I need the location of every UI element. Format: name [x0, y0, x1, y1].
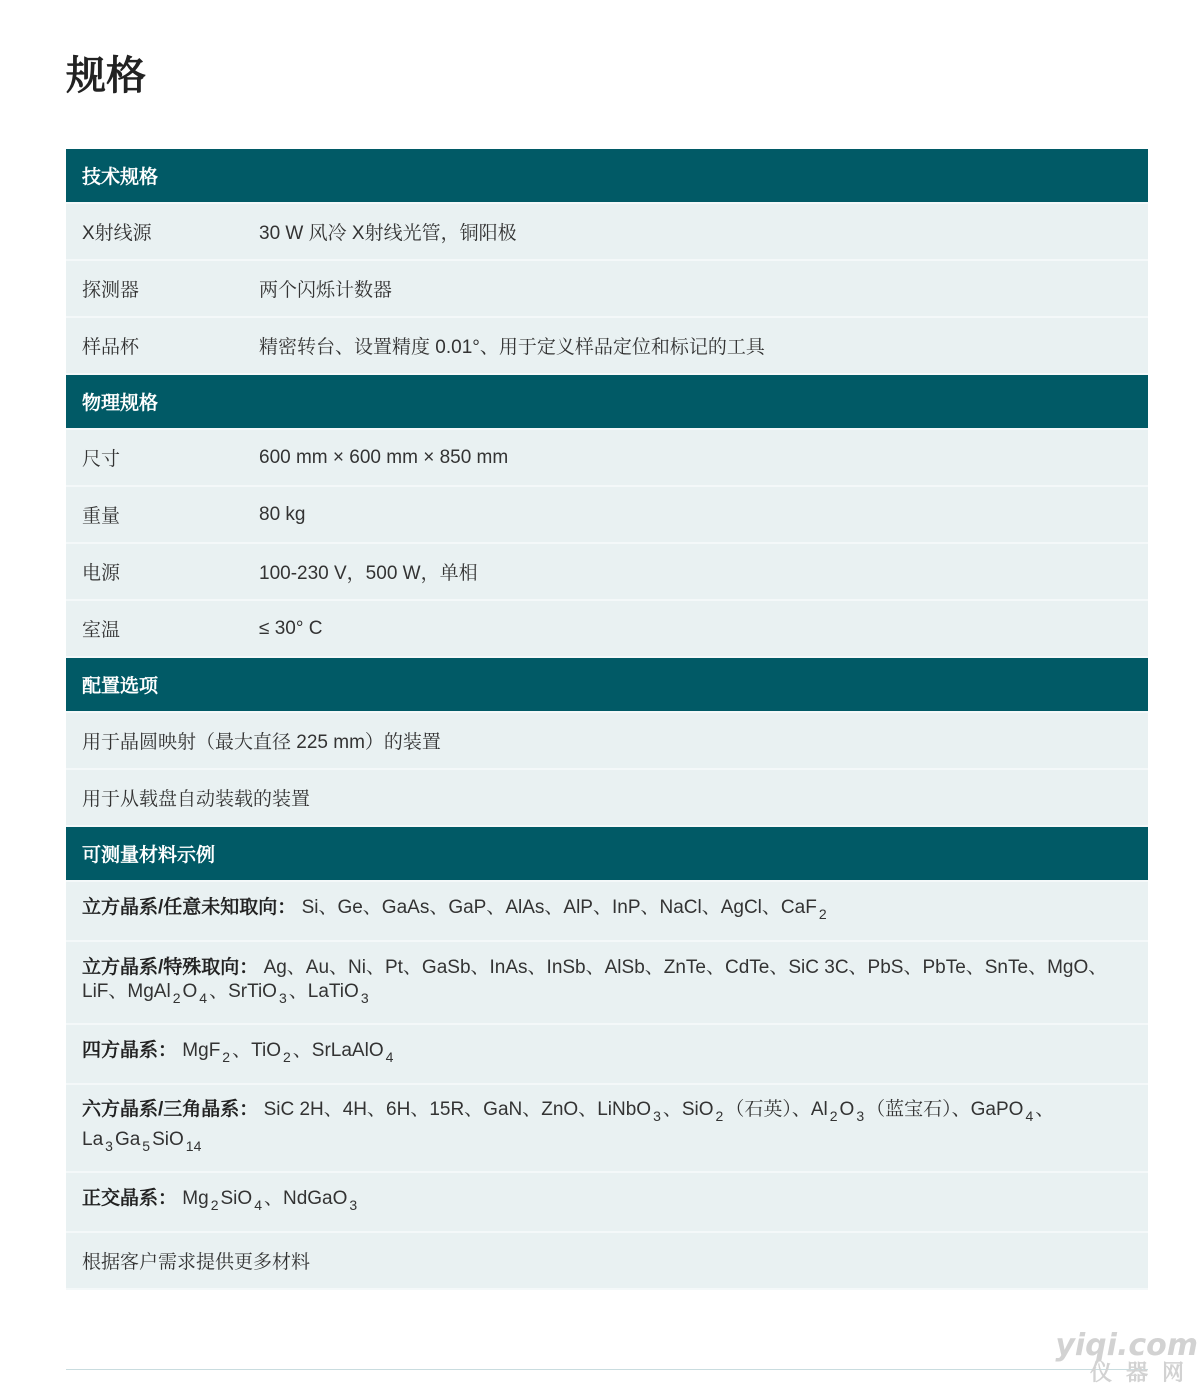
- material-text: La: [82, 1129, 104, 1150]
- table-row: [66, 770, 1148, 827]
- table-row: [66, 261, 1148, 318]
- subscript: 3: [349, 1197, 358, 1213]
- row-label: 探测器: [82, 280, 140, 301]
- material-text: MgF: [182, 1040, 221, 1061]
- material-row-more: [66, 1233, 1148, 1290]
- subscript: 4: [199, 989, 208, 1006]
- table-row: [66, 544, 1148, 601]
- subscript: 2: [283, 1049, 291, 1065]
- subscript: 2: [715, 1108, 724, 1124]
- material-line: [82, 956, 1132, 980]
- material-row-hexagonal: [66, 1085, 1148, 1173]
- subscript: 2: [172, 989, 181, 1006]
- material-text: 、SrLaAlO: [292, 1040, 384, 1061]
- material-text: 、NdGaO: [263, 1188, 348, 1209]
- subscript: 4: [385, 1049, 394, 1065]
- material-text: LiF、MgAl: [82, 980, 171, 1002]
- material-row-cubic-any: [66, 882, 1148, 942]
- row-label: 重量: [82, 506, 121, 527]
- subscript: 2: [222, 1049, 231, 1065]
- material-text: Ag、Au、Ni、Pt、GaSb、InAs、InSb、AlSb、ZnTe、CdTe、SiC 3C、PbS、PbTe、SnTe、MgO、: [263, 956, 1108, 978]
- material-row-tetragonal: [66, 1025, 1148, 1085]
- table-row: [66, 487, 1148, 544]
- material-text: Mg: [182, 1188, 209, 1209]
- spec-table: [66, 149, 1148, 1290]
- material-line: [82, 1039, 1132, 1069]
- material-line: [82, 896, 1132, 926]
- table-row: [66, 430, 1148, 487]
- page-title: 规格: [66, 54, 146, 98]
- table-row: [66, 318, 1148, 375]
- row-label: 尺寸: [82, 449, 121, 470]
- section-header-options: 配置选项: [66, 658, 1148, 713]
- subscript: 3: [856, 1108, 865, 1124]
- material-text: 根据客户需求提供更多材料: [82, 1252, 311, 1273]
- subscript: 14: [185, 1138, 202, 1154]
- material-line: [82, 1187, 1132, 1217]
- row-value: 30 W 风冷 X射线光管，铜阳极: [259, 223, 517, 244]
- material-text: 、SrTiO: [209, 980, 277, 1002]
- subscript: 2: [210, 1197, 219, 1213]
- material-text: （蓝宝石）、GaPO: [866, 1099, 1024, 1120]
- material-text: SiO: [152, 1129, 184, 1150]
- subscript: 5: [142, 1138, 151, 1154]
- subscript: 4: [254, 1197, 262, 1213]
- material-text: SiO: [220, 1188, 253, 1209]
- subscript: 3: [278, 989, 287, 1006]
- row-value: 80 kg: [259, 503, 306, 525]
- row-value: 100-230 V，500 W，单相: [259, 563, 478, 584]
- material-text: 、LaTiO: [288, 980, 359, 1002]
- row-value: 精密转台、设置精度 0.01°、用于定义样品定位和标记的工具: [259, 337, 765, 358]
- row-label: 室温: [82, 620, 121, 641]
- material-text: O: [839, 1099, 855, 1120]
- material-line: [82, 1098, 1132, 1128]
- section-header-materials: 可测量材料示例: [66, 827, 1148, 882]
- subscript: 3: [360, 989, 369, 1006]
- row-label: 电源: [82, 563, 121, 584]
- watermark: [1055, 1330, 1198, 1385]
- row-value: 600 mm × 600 mm × 850 mm: [259, 446, 509, 468]
- material-text: Ga: [114, 1129, 141, 1150]
- material-line: [82, 980, 1132, 1010]
- section-header-physical: 物理规格: [66, 375, 1148, 430]
- table-row: [66, 713, 1148, 770]
- subscript: 4: [1025, 1108, 1034, 1124]
- material-text: 、SiO: [662, 1099, 714, 1120]
- row-label: X射线源: [82, 223, 152, 244]
- material-text: （石英）、Al: [725, 1099, 828, 1120]
- material-text: 、: [1035, 1099, 1055, 1120]
- row-value: ≤ 30° C: [259, 617, 323, 639]
- material-row-orthorhombic: [66, 1173, 1148, 1233]
- subscript: 3: [105, 1138, 113, 1154]
- material-text: SiC 2H、4H、6H、15R、GaN、ZnO、LiNbO: [263, 1099, 652, 1120]
- subscript: 2: [829, 1108, 838, 1124]
- section-header-tech: 技术规格: [66, 149, 1148, 204]
- material-line: [82, 1128, 1132, 1158]
- table-row: [66, 204, 1148, 261]
- material-label: 六方晶系/三角晶系：: [82, 1099, 259, 1120]
- subscript: 2: [818, 906, 827, 922]
- material-text: O: [182, 980, 198, 1002]
- table-row: [66, 601, 1148, 658]
- material-row-cubic-special: [66, 942, 1148, 1025]
- watermark-brand: 仪器网: [1089, 1361, 1198, 1385]
- material-label: 立方晶系/任意未知取向：: [82, 897, 297, 918]
- material-label: 四方晶系：: [82, 1040, 178, 1061]
- option-item: 用于从载盘自动装载的装置: [82, 789, 311, 810]
- watermark-domain: yiqi.com: [1055, 1328, 1198, 1363]
- material-label: 正交晶系：: [82, 1188, 178, 1209]
- footer-divider: [66, 1369, 1148, 1370]
- material-label: 立方晶系/特殊取向：: [82, 956, 259, 978]
- material-text: Si、Ge、GaAs、GaP、AlAs、AlP、InP、NaCl、AgCl、CaF: [301, 897, 817, 918]
- subscript: 3: [653, 1108, 661, 1124]
- material-text: 、TiO: [232, 1040, 281, 1061]
- row-value: 两个闪烁计数器: [259, 280, 393, 301]
- option-item: 用于晶圆映射（最大直径 225 mm）的装置: [82, 732, 441, 753]
- row-label: 样品杯: [82, 337, 140, 358]
